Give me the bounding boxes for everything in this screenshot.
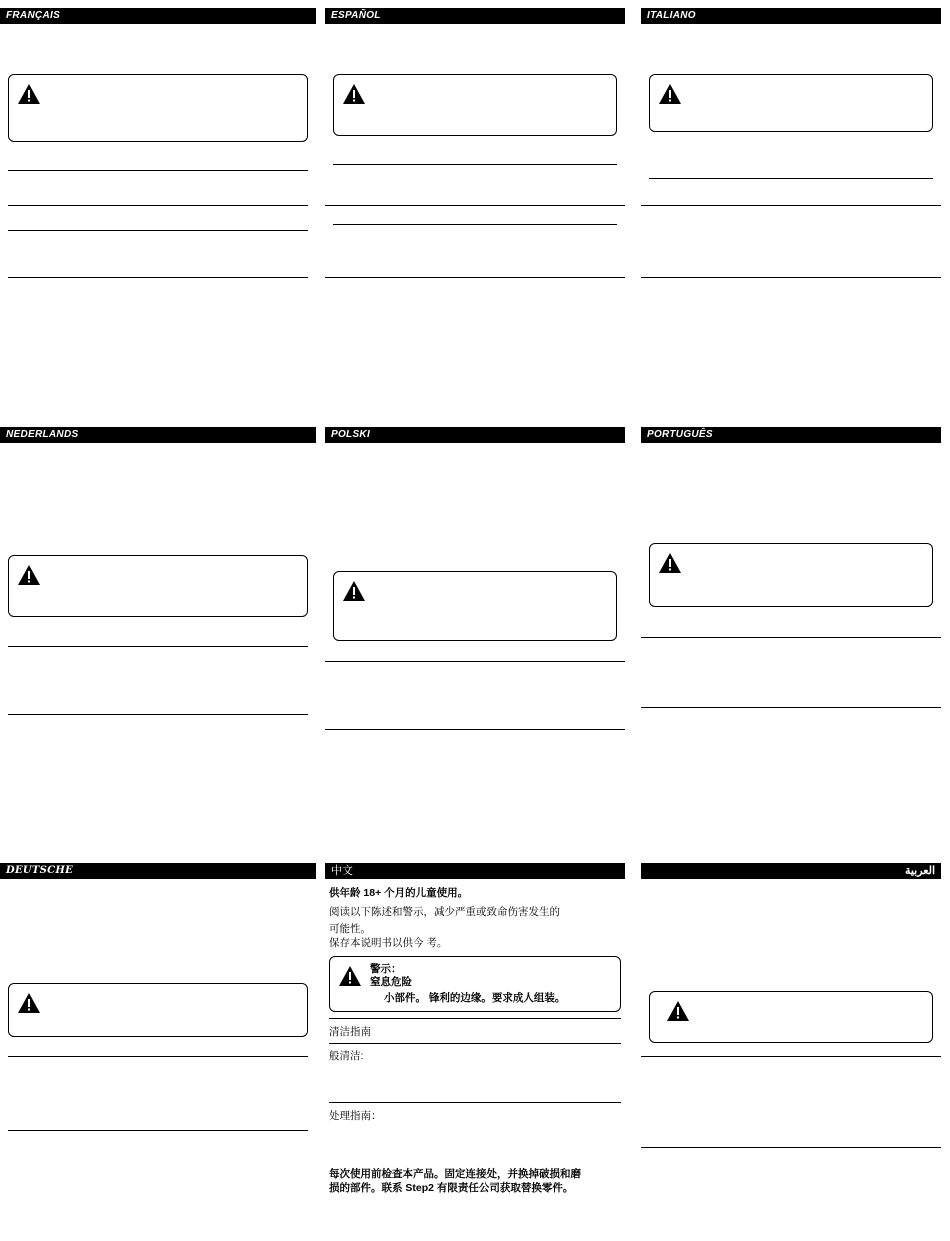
intro-text-polski <box>333 466 617 477</box>
divider <box>641 707 941 708</box>
language-header-espanol: ESPAÑOL <box>325 8 625 24</box>
warning-triangle-icon <box>17 992 41 1014</box>
divider <box>325 661 625 662</box>
intro-text-chinese-1: 阅读以下陈述和警示，减少严重或致命伤害发生的 <box>329 906 560 918</box>
section-title-2-espanol <box>333 230 617 241</box>
warning-box-polski <box>333 571 617 641</box>
panel-nederlands <box>0 427 316 649</box>
intro-text-portugues <box>649 466 933 477</box>
divider <box>641 205 941 206</box>
language-header-nederlands: NEDERLANDS <box>0 427 316 443</box>
section-title-2-francais <box>8 236 308 247</box>
panel-francais <box>0 8 316 284</box>
warning-triangle-icon <box>338 965 362 987</box>
language-header-deutsche: DEUTSCHE <box>0 863 316 879</box>
section-title-1-espanol <box>333 170 617 181</box>
language-header-italiano: ITALIANO <box>641 8 941 24</box>
warning-triangle-icon <box>658 552 682 574</box>
warning-box-chinese <box>329 956 621 1012</box>
divider <box>329 1102 621 1103</box>
intro-text-chinese-2: 可能性。 <box>329 923 371 936</box>
warning-triangle-icon <box>17 564 41 586</box>
bottom-note-chinese-2: 损的部件。联系 Step2 有限责任公司获取替换零件。 <box>329 1182 574 1195</box>
section-title-2-portugues <box>649 625 933 636</box>
section-title-cleaning-chinese: 清洁指南 <box>329 1026 371 1039</box>
section-title-2-arabic <box>649 1061 933 1072</box>
warning-triangle-icon <box>342 580 366 602</box>
panel-arabic <box>641 863 941 1075</box>
divider <box>641 637 941 638</box>
intro-text-deutsche <box>8 902 308 913</box>
warning-triangle-icon <box>342 83 366 105</box>
warning-detail-chinese: 小部件。 锋利的边缘。要求成人组装。 <box>384 991 566 1004</box>
divider <box>329 1043 621 1044</box>
warning-box-portugues <box>649 543 933 607</box>
age-line-portugues <box>649 448 933 460</box>
intro-text-arabic <box>649 902 933 913</box>
warning-box-espanol <box>333 74 617 136</box>
divider <box>8 646 308 647</box>
language-header-polski: POLSKI <box>325 427 625 443</box>
divider <box>8 1056 308 1057</box>
divider <box>641 277 941 278</box>
divider <box>325 205 625 206</box>
divider <box>8 170 308 171</box>
section-title-1-francais <box>8 176 308 187</box>
divider <box>8 714 308 715</box>
divider <box>649 178 933 179</box>
age-line-francais <box>8 29 308 41</box>
divider <box>8 205 308 206</box>
section-title-1-portugues <box>649 611 933 622</box>
panel-polski <box>325 427 625 673</box>
language-header-chinese: 中文 <box>325 863 625 879</box>
intro-text-nederlands <box>8 466 308 477</box>
divider <box>641 1056 941 1057</box>
section-title-1-italiano <box>649 184 933 195</box>
divider <box>325 277 625 278</box>
panel-portugues <box>641 427 941 639</box>
language-header-francais: FRANÇAIS <box>0 8 316 24</box>
warning-triangle-icon <box>658 83 682 105</box>
divider <box>329 1018 621 1019</box>
warning-triangle-icon <box>17 83 41 105</box>
age-line-chinese: 供年龄 18+ 个月的儿童使用。 <box>329 887 469 899</box>
bottom-note-chinese-1: 每次使用前检查本产品。固定连接处，并换掉破损和磨 <box>329 1168 581 1181</box>
warning-box-francais <box>8 74 308 142</box>
section-title-2-nederlands <box>8 635 308 646</box>
panel-deutsche <box>0 863 316 1069</box>
age-line-nederlands <box>8 448 308 460</box>
warning-box-nederlands <box>8 555 308 617</box>
divider <box>333 164 617 165</box>
panel-italiano <box>641 8 941 280</box>
warning-box-deutsche <box>8 983 308 1037</box>
warning-subtitle-chinese: 窒息危险 <box>370 975 412 988</box>
warning-box-arabic <box>649 991 933 1043</box>
age-line-deutsche <box>8 884 308 896</box>
divider <box>8 277 308 278</box>
language-header-arabic: العربية <box>641 863 941 879</box>
warning-box-italiano <box>649 74 933 132</box>
warning-title-chinese: 警示： <box>370 963 402 976</box>
intro-text-chinese-3: 保存本说明书以供今 考。 <box>329 937 448 950</box>
section-title-disposal-chinese: 处理指南： <box>329 1110 382 1123</box>
section-title-1-nederlands <box>8 621 308 632</box>
divider <box>8 1130 308 1131</box>
divider <box>8 230 308 231</box>
divider <box>333 224 617 225</box>
section-title-2-italiano <box>649 232 933 243</box>
age-line-arabic <box>649 884 933 896</box>
section-title-1-deutsche <box>8 1041 308 1052</box>
intro-text-italiano <box>649 47 933 58</box>
section-title-general-cleaning-chinese: 般清洁: <box>329 1050 364 1063</box>
divider <box>325 729 625 730</box>
section-title-1-polski <box>333 645 617 656</box>
language-header-portugues: PORTUGUÊS <box>641 427 941 443</box>
warning-triangle-icon <box>666 1000 690 1022</box>
intro-text-espanol <box>333 47 617 58</box>
panel-espanol <box>325 8 625 278</box>
age-line-polski <box>333 448 617 460</box>
divider <box>641 1147 941 1148</box>
panel-chinese <box>325 863 625 1196</box>
intro-text-francais <box>8 47 308 58</box>
age-line-italiano <box>649 29 933 41</box>
age-line-espanol <box>333 29 617 41</box>
